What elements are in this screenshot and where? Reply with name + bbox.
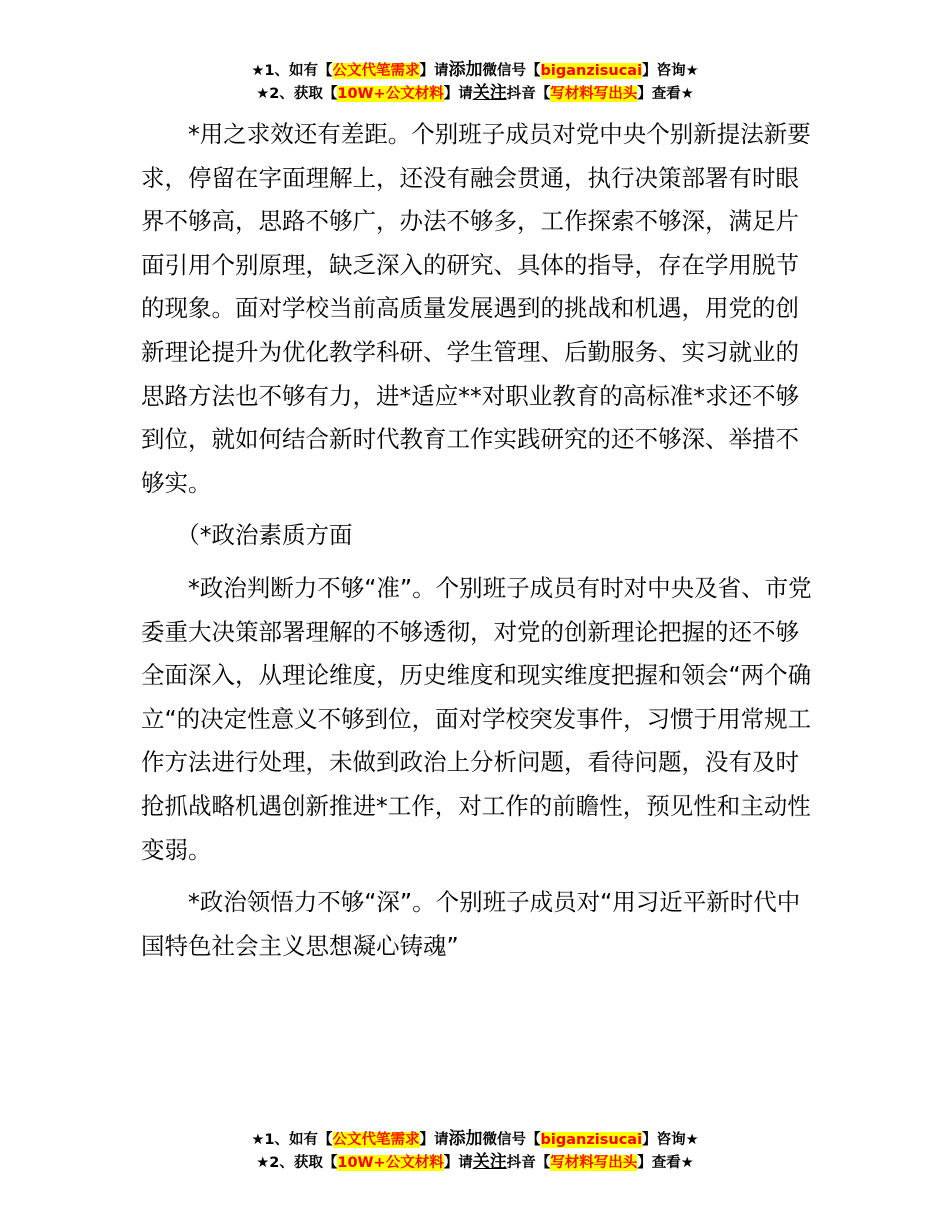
- section-heading: （*政治素质方面: [176, 521, 353, 550]
- highlight-materials: 10W+公文材料: [337, 1155, 444, 1171]
- banner-text: 】请: [443, 1155, 473, 1171]
- banner-line-1: [0, 59, 950, 82]
- emphasis-follow: 关注: [472, 83, 507, 103]
- document-body: [141, 113, 813, 968]
- banner-text: 】咨询★: [642, 63, 699, 79]
- banner-line-2: [0, 82, 950, 105]
- banner-text: ★1、如有【: [251, 63, 333, 79]
- banner-text: 】请: [443, 86, 473, 102]
- paragraph-political-comprehension: *政治领悟力不够“深”。个别班子成员对“用习近平新时代中国特色社会主义思想凝心铸魂”: [141, 888, 801, 960]
- paragraph-political-judgment: *政治判断力不够“准”。个别班子成员有时对中央及省、市党委重大决策部署理解的不够透彻，对党的创新理论把握的还不够全面深入，从理论维度，历史维度和现实维度把握和领会“两个确立“的决定性意义不够到位，面对学校突发事件，习惯于用常规工作方法进行处理，未做到政治上分析问题，看待问题，没有及时抢抓战略机遇创新推进*工作，对工作的前瞻性，预见性和主动性变弱。: [141, 573, 812, 864]
- emphasis-add: 添加: [448, 60, 483, 80]
- banner-text: 】请: [419, 63, 449, 79]
- highlight-douyin: 写材料写出头: [550, 1155, 638, 1171]
- banner-text: 微信号【: [482, 1132, 541, 1148]
- banner-text: ★1、如有【: [251, 1132, 333, 1148]
- banner-text: 抖音【: [506, 86, 551, 102]
- banner-text: 微信号【: [482, 63, 541, 79]
- banner-text: 】请: [419, 1132, 449, 1148]
- banner-text: ★2、获取【: [256, 86, 338, 102]
- banner-text: 】查看★: [637, 1155, 694, 1171]
- banner-line-2: [0, 1151, 950, 1174]
- banner-text: 】咨询★: [642, 1132, 699, 1148]
- header-banner: [0, 59, 950, 105]
- highlight-ghostwriting: 公文代笔需求: [332, 63, 420, 79]
- banner-text: ★2、获取【: [256, 1155, 338, 1171]
- banner-text: 】查看★: [637, 86, 694, 102]
- highlight-ghostwriting: 公文代笔需求: [332, 1132, 420, 1148]
- emphasis-follow: 关注: [472, 1152, 507, 1172]
- banner-text: 抖音【: [506, 1155, 551, 1171]
- footer-banner: [0, 1128, 950, 1174]
- emphasis-add: 添加: [448, 1129, 483, 1149]
- highlight-materials: 10W+公文材料: [337, 86, 444, 102]
- paragraph-application: *用之求效还有差距。个别班子成员对党中央个别新提法新要求，停留在字面理解上，还没有融会贯通，执行决策部署有时眼界不够高，思路不够广，办法不够多，工作探索不够深，满足片面引用个别原理，缺乏深入的研究、具体的指导，存在学用脱节的现象。面对学校当前高质量发展遇到的挑战和机遇，用党的创新理论提升为优化教学科研、学生管理、后勤服务、实习就业的思路方法也不够有力，进*适应**对职业教育的高标准*求还不够到位，就如何结合新时代教育工作实践研究的还不够深、举措不够实。: [141, 120, 811, 497]
- highlight-wechat-id: biganzisucai: [540, 1132, 643, 1148]
- banner-line-1: [0, 1128, 950, 1151]
- highlight-douyin: 写材料写出头: [550, 86, 638, 102]
- highlight-wechat-id: biganzisucai: [540, 63, 643, 79]
